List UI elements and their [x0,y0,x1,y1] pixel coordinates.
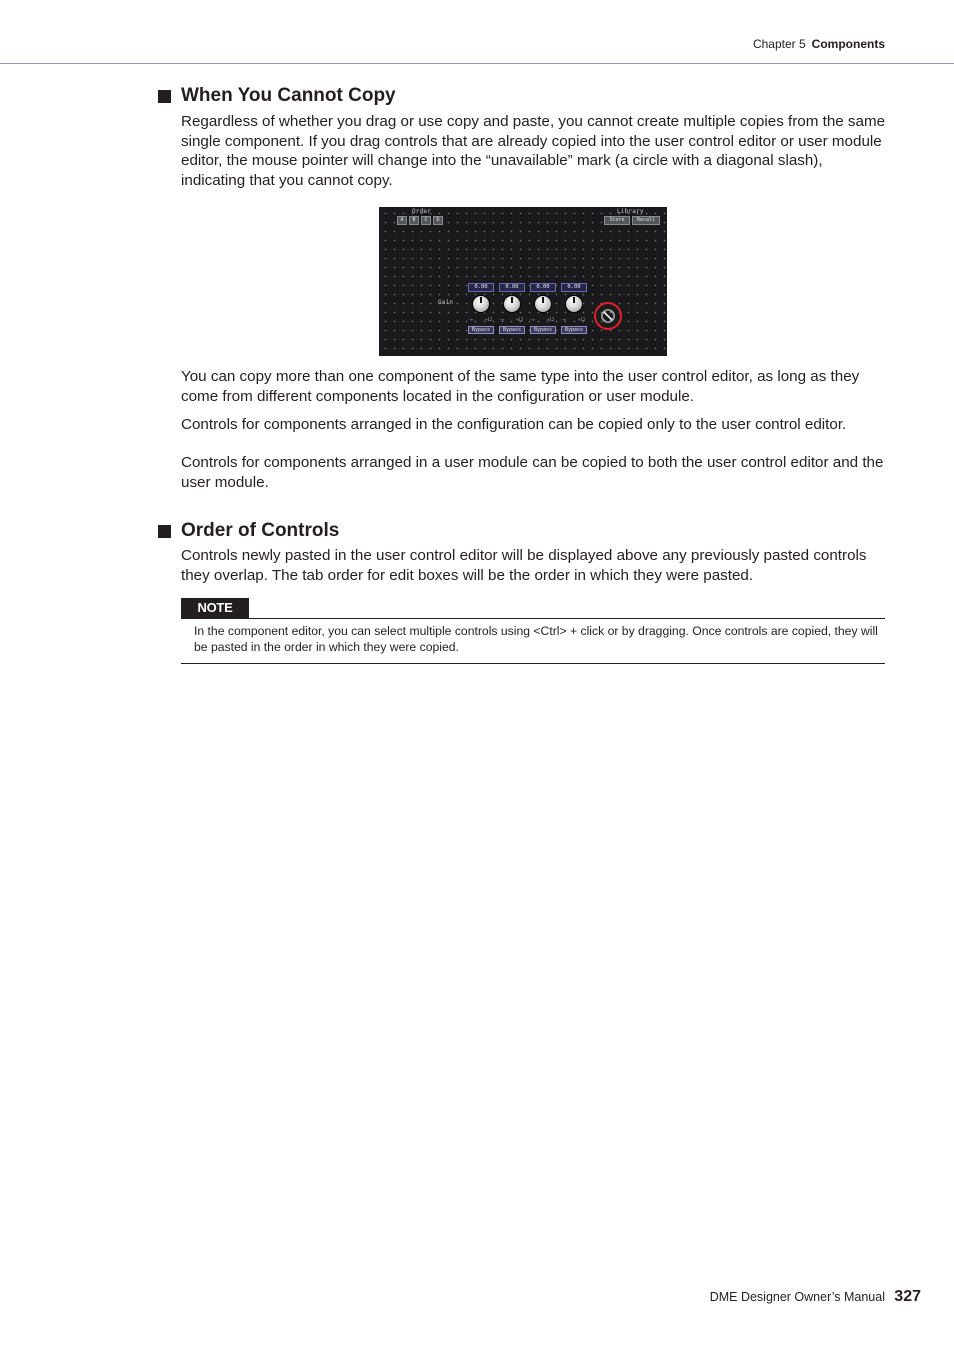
gain-min-2: -∞ [499,317,504,322]
bypass-button-1[interactable]: Bypass [468,326,494,334]
running-header [753,37,885,51]
user-control-editor-screenshot [379,207,667,356]
section-title: When You Cannot Copy [181,85,396,106]
note-badge: NOTE [181,598,249,618]
section-heading-cannot-copy [158,85,396,107]
bypass-button-4[interactable]: Bypass [561,326,587,334]
recall-button[interactable]: Recall [632,216,660,225]
chapter-title: Components [811,37,885,51]
gain-value-4[interactable]: 0.00 [561,283,587,292]
note-rule-bottom [181,663,885,664]
square-bullet-icon [158,90,171,103]
note-rule-top [181,618,885,619]
gain-max-4: +12 [578,317,586,322]
unavailable-cursor-icon [600,308,616,324]
order-button-b[interactable]: B [409,216,419,225]
order-button-d[interactable]: D [433,216,443,225]
gain-max-3: +12 [547,317,555,322]
bypass-button-3[interactable]: Bypass [530,326,556,334]
header-rule [0,63,954,64]
gain-value-2[interactable]: 0.00 [499,283,525,292]
footer-manual-title: DME Designer Owner’s Manual [709,1290,885,1304]
paragraph-configuration-copy: Controls for components arranged in the configuration can be copied only to the user control editor. [181,416,847,433]
paragraph-user-module-copy: Controls for components arranged in a user module can be copied to both the user control editor and the user module. [181,454,884,491]
order-button-c[interactable]: C [421,216,431,225]
library-label: Library [617,208,644,215]
gain-min-1: -∞ [468,317,473,322]
bypass-button-2[interactable]: Bypass [499,326,525,334]
gain-value-1[interactable]: 0.00 [468,283,494,292]
section-title: Order of Controls [181,520,340,541]
gain-knob-1[interactable] [472,295,490,313]
section-heading-order-of-controls [158,520,339,542]
page-number: 327 [894,1288,921,1305]
gain-min-4: -∞ [561,317,566,322]
store-button[interactable]: Store [604,216,630,225]
paragraph-order-of-controls: Controls newly pasted in the user control editor will be displayed above any previously pasted controls they overlap. The tab order for edit boxes will be the order in which they were pasted. [181,547,867,584]
gain-min-3: -∞ [530,317,535,322]
note-text: In the component editor, you can select multiple controls using <Ctrl> + click or by dragging. Once controls are copied, they will be pasted in the order in which they were copied. [194,624,878,654]
chapter-number: Chapter 5 [752,37,806,51]
paragraph-copy-multiple: You can copy more than one component of the same type into the user control editor, as long as they come from different components located in the configuration or user module. [181,368,860,405]
gain-knob-3[interactable] [534,295,552,313]
gain-max-1: +12 [485,317,493,322]
gain-max-2: +12 [516,317,524,322]
gain-label: Gain [438,299,454,306]
gain-knob-4[interactable] [565,295,583,313]
paragraph-cannot-copy: Regardless of whether you drag or use copy and paste, you cannot create multiple copies from the same single component. If you drag controls that are already copied into the user control editor or user module editor, the mouse pointer will change into the “unavailable” mark (a circle with a diagonal slash), indicating that you cannot copy. [181,113,886,189]
order-label: Order [412,208,432,215]
order-button-a[interactable]: A [397,216,407,225]
square-bullet-icon [158,525,171,538]
gain-knob-2[interactable] [503,295,521,313]
gain-value-3[interactable]: 0.00 [530,283,556,292]
